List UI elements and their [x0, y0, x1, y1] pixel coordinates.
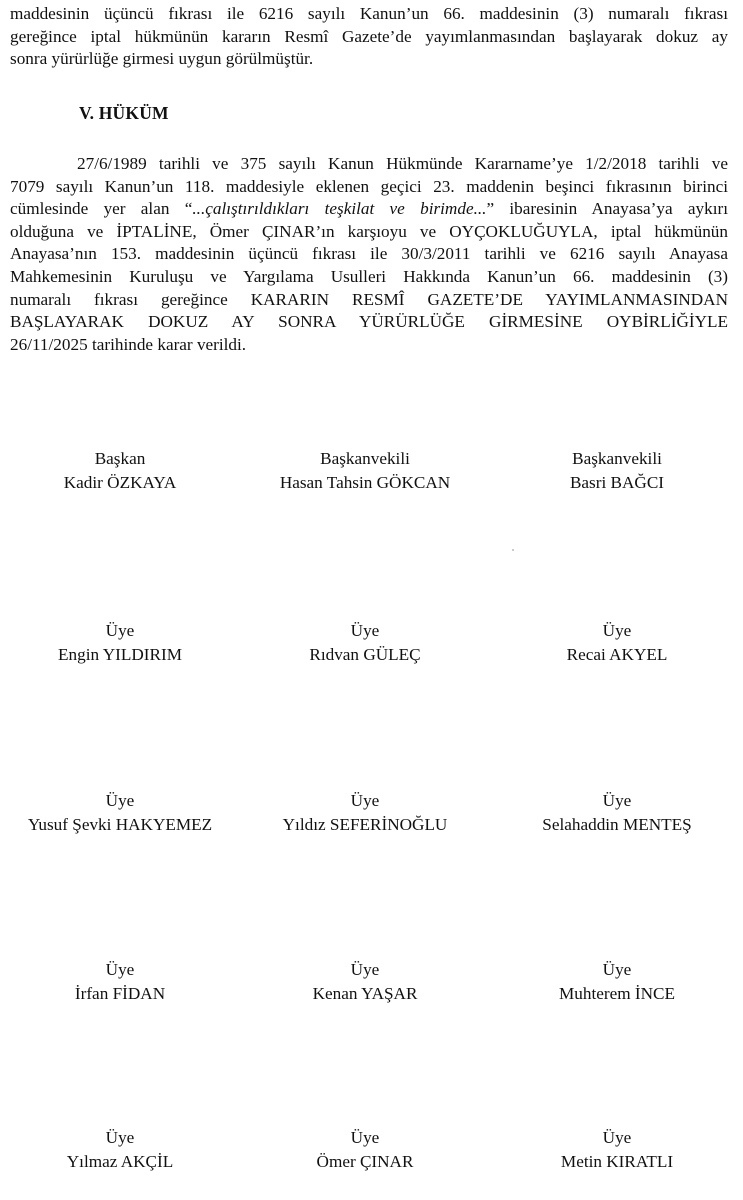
signature-block-vice-president [497, 447, 737, 495]
ruling-text: cümlesinde yer alan “ [10, 199, 193, 219]
ruling-line: BAŞLAYARAK DOKUZ AY SONRA YÜRÜRLÜĞE GİRMESİNE OYBİRLİĞİYLE [10, 312, 728, 332]
section-heading: V. HÜKÜM [79, 103, 169, 123]
signatory-title: Üye [105, 621, 135, 640]
signatory-title: Üye [350, 791, 380, 810]
signatory-title: Üye [602, 1128, 632, 1147]
ruling-line: 27/6/1989 tarihli ve 375 sayılı Kanun Hükmünde Kararname’ye 1/2/2018 tarihli ve [77, 154, 728, 173]
signatory-name: Yılmaz AKÇİL [66, 1152, 174, 1171]
signature-block-member [245, 789, 485, 837]
intro-paragraph [10, 3, 728, 71]
quoted-phrase: ...çalıştırıldıkları teşkilat ve birimde... [192, 199, 487, 219]
signatory-name: Selahaddin MENTEŞ [542, 815, 692, 834]
signature-block-member [497, 1126, 737, 1174]
signature-block-member [497, 958, 737, 1006]
signatory-name: İrfan FİDAN [74, 984, 166, 1003]
signature-block-member [245, 958, 485, 1006]
signatory-name: Engin YILDIRIM [58, 645, 182, 664]
signatory-title: Üye [350, 960, 380, 979]
ruling-line: olduğuna ve İPTALİNE, Ömer ÇINAR’ın karşıoyu ve OYÇOKLUĞUYLA, iptal hükmünün [10, 221, 728, 241]
signatory-title: Üye [105, 1128, 135, 1147]
signatory-title: Üye [350, 621, 380, 640]
signatory-name: Ömer ÇINAR [316, 1152, 414, 1171]
signature-block-vice-president [245, 447, 485, 495]
ruling-line: 7079 sayılı Kanun’un 118. maddesiyle eklenen geçici 23. maddenin beşinci fıkrasının birinci [10, 176, 728, 196]
signatory-name: Kenan YAŞAR [312, 984, 418, 1003]
signature-block-member [0, 1126, 240, 1174]
signatory-title: Üye [350, 1128, 380, 1147]
signature-block-president [0, 447, 240, 495]
signature-block-member [245, 1126, 485, 1174]
signatory-name: Recai AKYEL [566, 645, 668, 664]
ruling-line [10, 198, 728, 221]
signatory-title: Üye [602, 960, 632, 979]
signature-block-member [0, 619, 240, 667]
signatory-title: Başkan [94, 449, 146, 468]
ruling-paragraph [10, 153, 728, 356]
signatory-title: Üye [602, 621, 632, 640]
signatory-name: Metin KIRATLI [560, 1152, 674, 1171]
signature-block-member [0, 789, 240, 837]
ruling-line: Anayasa’nın 153. maddesinin üçüncü fıkrası ile 30/3/2011 tarihli ve 6216 sayılı Anayasa [10, 244, 728, 264]
signature-block-member [497, 619, 737, 667]
signatory-name: Hasan Tahsin GÖKCAN [279, 473, 451, 492]
signatory-name: Yıldız SEFERİNOĞLU [282, 815, 448, 834]
ruling-line: Mahkemesinin Kuruluşu ve Yargılama Usulleri Hakkında Kanun’un 66. maddesinin (3) [10, 266, 728, 286]
signatory-name: Basri BAĞCI [569, 473, 665, 492]
signature-block-member [497, 789, 737, 837]
intro-line: maddesinin üçüncü fıkrası ile 6216 sayılı Kanun’un 66. maddesinin (3) numaralı fıkrası [10, 4, 728, 23]
ruling-line: 26/11/2025 tarihinde karar verildi. [10, 334, 247, 354]
signatory-name: Kadir ÖZKAYA [63, 473, 177, 492]
signatory-title: Üye [105, 960, 135, 979]
signatory-title: Üye [602, 791, 632, 810]
intro-line: gereğince iptal hükmünün kararın Resmî Gazete’de yayımlanmasından başlayarak dokuz ay [10, 26, 728, 46]
ruling-line: numaralı fıkrası gereğince KARARIN RESMÎ GAZETE’DE YAYIMLANMASINDAN [10, 289, 728, 309]
signatory-name: Muhterem İNCE [559, 984, 675, 1003]
signatory-name: Yusuf Şevki HAKYEMEZ [27, 815, 213, 834]
signature-block-member [0, 958, 240, 1006]
ruling-text: ” ibaresinin Anayasa’ya aykırı [486, 199, 729, 219]
signatory-title: Başkanvekili [320, 449, 410, 468]
signatory-title: Başkanvekili [572, 449, 662, 468]
scan-speck [512, 549, 514, 551]
signatory-name: Rıdvan GÜLEÇ [309, 645, 421, 664]
signatory-title: Üye [105, 791, 135, 810]
intro-line: sonra yürürlüğe girmesi uygun görülmüştür. [10, 49, 314, 69]
signature-block-member [245, 619, 485, 667]
